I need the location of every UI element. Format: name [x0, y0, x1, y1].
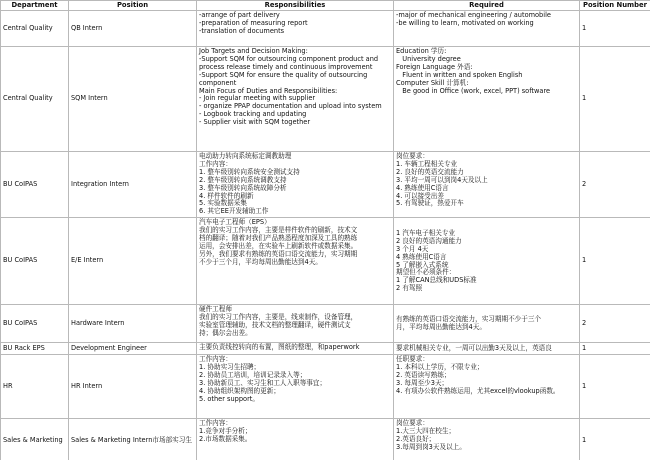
header-required[interactable]: Required — [394, 1, 580, 11]
responsibility-line: - Join regular meeting with supplier — [199, 94, 316, 103]
responsibility-line: 2.市场数据采集。 — [199, 434, 252, 443]
responsibility-line: - Supplier visit with SQM together — [199, 118, 311, 127]
required-line: -major of mechanical engineering / automobile — [396, 11, 551, 19]
cell-position-number[interactable]: 1 — [580, 419, 650, 460]
responsibility-line: -preparation of measuring report — [199, 18, 308, 27]
required-line: 2. 良好的英语交流能力 — [396, 167, 464, 176]
table-row — [1, 11, 650, 47]
required-line: Computer Skill 计算机: — [396, 78, 469, 87]
responsibility-line: -Support SQM for outsourcing component product and — [199, 54, 379, 63]
cell-required[interactable] — [394, 152, 580, 218]
cell-department[interactable]: Central Quality — [1, 47, 69, 152]
required-line: 2.英语良好； — [396, 434, 436, 443]
cell-responsibilities[interactable] — [197, 218, 394, 305]
required-line: 有熟练的英语口语交流能力，实习期期不少于三个 — [396, 315, 542, 324]
responsibility-line: - organize PPAP documentation and upload into system — [199, 102, 382, 111]
cell-position[interactable]: Hardware Intern — [69, 305, 197, 343]
cell-responsibilities[interactable] — [197, 152, 394, 218]
required-line: 2 有驾照 — [396, 284, 423, 293]
responsibility-line: 主要负责线控转向的布置，图纸的整理，和paperwork — [199, 343, 360, 351]
cell-position-number[interactable]: 2 — [580, 305, 650, 343]
required-line: 2 良好的英语沟通能力 — [396, 236, 462, 245]
required-line: 3. 平均一周可以到岗4天及以上 — [396, 175, 488, 184]
responsibility-line: component — [199, 78, 237, 87]
responsibility-line: 1. 协助实习生招聘； — [199, 362, 261, 371]
responsibility-line: 持；偶尔会出差。 — [199, 328, 252, 337]
cell-department[interactable]: BU CoIPAS — [1, 152, 69, 218]
required-line: 1. 车辆工程相关专业 — [396, 159, 458, 168]
required-line: 任职要求： — [396, 355, 429, 363]
responsibility-line: 我们的实习工作内容，主要是，线束制作，设备管理， — [199, 312, 358, 321]
responsibility-line: 运用，会安排出差，在实验车上刷新软件或数据采集。 — [199, 241, 358, 250]
table-body — [1, 11, 650, 460]
required-line: 1 汽车电子相关专业 — [396, 228, 456, 237]
table-row — [1, 152, 650, 218]
required-line: 3 个月 4天 — [396, 244, 429, 253]
cell-position-number[interactable]: 1 — [580, 343, 650, 355]
table-row — [1, 47, 650, 152]
header-department[interactable]: Department — [1, 1, 69, 11]
cell-position[interactable]: HR Intern — [69, 355, 197, 419]
required-line: Education 学历: — [396, 47, 447, 55]
required-line: 5 了解嵌入式系统 — [396, 260, 449, 269]
cell-position[interactable]: Development Engineer — [69, 343, 197, 355]
responsibility-line: 工作内容： — [199, 355, 232, 363]
responsibility-line: - Logbook tracking and updating — [199, 110, 307, 119]
responsibility-line: 4. 样件软件的刷新 — [199, 191, 254, 200]
responsibility-line: 2. 整车级别转向系统调教支持 — [199, 175, 287, 184]
required-line: Fluent in written and spoken English — [396, 70, 523, 79]
responsibility-line: 工作内容： — [199, 159, 232, 168]
responsibility-line: 4. 协助组织架构图的更新； — [199, 386, 280, 395]
cell-responsibilities[interactable] — [197, 11, 394, 47]
responsibility-line: 1.竞争对手分析； — [199, 426, 252, 435]
cell-required[interactable] — [394, 343, 580, 355]
required-line: -be willing to learn, motivated on working — [396, 18, 534, 27]
cell-responsibilities[interactable] — [197, 419, 394, 460]
responsibility-line: 另外，我们要求有熟练的英语口语交流能力，实习期期 — [199, 249, 358, 258]
cell-position[interactable]: Sales & Marketing Intern市场部实习生 — [69, 419, 197, 460]
responsibility-line: -translation of documents — [199, 26, 285, 35]
required-line: 1 了解CAN总线和UDS标准 — [396, 276, 477, 285]
cell-required[interactable] — [394, 419, 580, 460]
responsibility-line: 我们的实习工作内容，主要是样件软件的刷新，技术文 — [199, 225, 358, 234]
cell-department[interactable]: BU CoIPAS — [1, 305, 69, 343]
cell-required[interactable] — [394, 218, 580, 305]
responsibility-line: 5. 实验数据采集 — [199, 199, 247, 208]
responsibility-line: 2. 协助员工培训，培训记录录入等； — [199, 370, 307, 379]
required-line: University degree — [396, 54, 461, 63]
required-line: 3.每周到岗3天及以上。 — [396, 442, 466, 451]
cell-position-number[interactable]: 1 — [580, 355, 650, 419]
required-line: 5. 有驾驶证，热爱开车 — [396, 199, 464, 208]
required-line: 4 熟练使用C语言 — [396, 252, 447, 261]
cell-required[interactable] — [394, 355, 580, 419]
cell-required[interactable] — [394, 11, 580, 47]
responsibility-line: Job Targets and Decision Making: — [199, 47, 308, 55]
responsibility-line: -arrange of part delivery — [199, 11, 280, 19]
required-line: 4. 可以接受出差 — [396, 191, 444, 200]
required-line: 月，平均每周出勤能达到4天。 — [396, 323, 486, 331]
required-line: 4. 有项办公软件熟练运用，尤其excel的vlookup函数。 — [396, 386, 560, 395]
responsibility-line: 硬件工程师 — [199, 305, 232, 313]
required-line: 1.大三大四在校生； — [396, 426, 456, 435]
cell-department[interactable]: Central Quality — [1, 11, 69, 47]
required-line: 岗位要求： — [396, 419, 429, 427]
cell-position-number[interactable]: 1 — [580, 11, 650, 47]
cell-required[interactable] — [394, 47, 580, 152]
header-responsibilities[interactable]: Responsibilities — [197, 1, 394, 11]
table-row — [1, 218, 650, 305]
table-row — [1, 355, 650, 419]
responsibility-line: 工作内容： — [199, 419, 232, 427]
required-line: 岗位要求： — [396, 152, 429, 160]
cell-department[interactable]: Sales & Marketing — [1, 419, 69, 460]
responsibility-line: 3. 整车级别转向系统故障分析 — [199, 183, 287, 192]
required-line: 要求机械相关专业，一周可以出勤3天及以上，英语良 — [396, 344, 552, 353]
required-line: 3. 每周至少3天； — [396, 378, 449, 387]
responsibility-line: process release timely and continuous improvement — [199, 62, 373, 71]
cell-position[interactable]: QB Intern — [69, 11, 197, 47]
cell-position[interactable]: Integration Intern — [69, 152, 197, 218]
responsibility-line: 6. 其它EE开发辅助工作 — [199, 207, 269, 216]
responsibility-line: 3. 协助新员工、实习生和工人入职等事宜； — [199, 378, 327, 387]
required-line: 期望但不必须条件： — [396, 268, 456, 277]
cell-responsibilities[interactable] — [197, 47, 394, 152]
responsibility-line: 实验室管理辅助，技术文档的整理翻译，硬件测试支 — [199, 320, 351, 329]
responsibility-line: -Support SQM for ensure the quality of outsourcing — [199, 70, 368, 79]
header-position[interactable]: Position — [69, 1, 197, 11]
table-row — [1, 419, 650, 460]
table-row — [1, 305, 650, 343]
cell-position[interactable]: E/E Intern — [69, 218, 197, 305]
responsibility-line: 5. other support。 — [199, 394, 259, 403]
cell-department[interactable]: HR — [1, 355, 69, 419]
cell-position-number[interactable]: 1 — [580, 218, 650, 305]
cell-responsibilities[interactable] — [197, 305, 394, 343]
cell-responsibilities[interactable] — [197, 355, 394, 419]
table-row — [1, 343, 650, 355]
header-row — [1, 1, 650, 11]
cell-responsibilities[interactable] — [197, 343, 394, 355]
cell-position-number[interactable]: 2 — [580, 152, 650, 218]
cell-position-number[interactable]: 1 — [580, 47, 650, 152]
required-line: Foreign Language 外语: — [396, 62, 473, 71]
cell-position[interactable]: SQM Intern — [69, 47, 197, 152]
cell-department[interactable]: BU CoIPAS — [1, 218, 69, 305]
responsibility-line: 档的翻译；随着对我们产品熟悉程度加深及工具的熟练 — [199, 233, 358, 242]
required-line: Be good in Office (work, excel, PPT) software — [396, 86, 551, 95]
cell-required[interactable] — [394, 305, 580, 343]
responsibility-line: 电动助力转向系统标定调教助理 — [199, 152, 292, 160]
required-line: 4. 熟练使用C语言 — [396, 183, 449, 192]
responsibility-line: 不少于三个月，平均每周出勤能达到4天。 — [199, 257, 322, 266]
cell-department[interactable]: BU Rack EPS — [1, 343, 69, 355]
responsibility-line: 汽车电子工程师（EPS） — [199, 218, 271, 226]
responsibility-line: Main Focus of Duties and Responsibilities: — [199, 86, 338, 95]
required-line: 1. 本科以上学历，不限专业； — [396, 362, 484, 371]
required-line: 2. 英语读写熟练； — [396, 370, 451, 379]
header-position-number[interactable]: Position Number — [580, 1, 650, 11]
responsibility-line: 1. 整车级别转向系统安全测试支持 — [199, 167, 300, 176]
